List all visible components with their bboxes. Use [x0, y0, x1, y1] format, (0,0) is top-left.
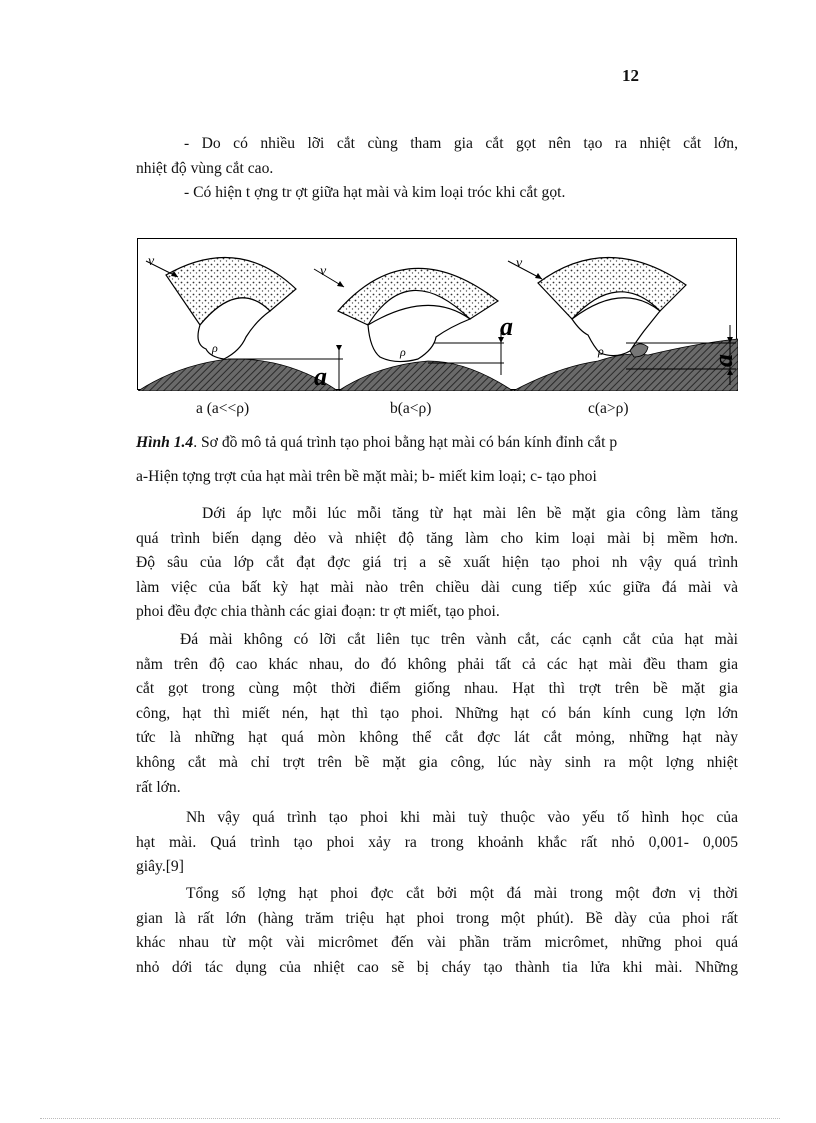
- text-line: hạt mài. Quá trình tạo phoi xảy ra trong khoảnh khắc rất nhỏ 0,001- 0,005: [136, 833, 738, 851]
- footer-divider: [40, 1118, 780, 1119]
- body-paragraph: [136, 882, 738, 980]
- figure-sublabel-a: a (a<<ρ): [196, 400, 250, 417]
- body-paragraph: [136, 502, 738, 625]
- radius-label: ρ: [400, 345, 406, 359]
- grinding-grain-figure: [137, 238, 737, 390]
- text-line: Nh vậy quá trình tạo phoi khi mài tuỳ thuộc vào yếu tố hình học của: [186, 809, 738, 826]
- text-line: Đá mài không có lỡi cắt liên tục trên vành cắt, các cạnh cắt của hạt mài: [180, 631, 738, 648]
- panel-a-diagram: [138, 254, 343, 391]
- figure-caption: [136, 434, 617, 452]
- depth-label: a: [709, 354, 738, 367]
- text-line: tức là những hạt quá mòn không thể cắt đợc lát cắt mỏng, những hạt này: [136, 729, 738, 747]
- depth-label: a: [314, 362, 327, 391]
- depth-label: a: [500, 312, 513, 341]
- caption-label: Hình 1.4: [136, 434, 194, 451]
- body-paragraph: [136, 628, 738, 800]
- radius-label: ρ: [598, 344, 604, 358]
- body-paragraph: [136, 806, 738, 880]
- text-line: Dới áp lực mỗi lúc mỗi tăng từ hạt mài lên bề mặt gia công làm tăng: [202, 505, 738, 522]
- text-line: làm việc của bất kỳ hạt mài nào trên chiều dài cung tiếp xúc giữa đá mài và: [136, 578, 738, 596]
- velocity-label: v: [148, 254, 155, 269]
- text-line: Tổng số lợng hạt phoi đợc cắt bởi một đá mài trong một đơn vị thời: [186, 885, 738, 902]
- figure-sublabel-c: c(a>ρ): [588, 400, 629, 417]
- text-line: khác nhau từ một vài micrômet đến vài phần trăm micrômet, những phoi quá: [136, 934, 738, 952]
- figure-sublabel-b: b(a<ρ): [390, 400, 432, 417]
- text-line: không cắt mà chỉ trợt trên bề mặt gia công, lúc này sinh ra một lợng nhiệt: [136, 753, 738, 771]
- panel-c-diagram: [508, 256, 738, 391]
- text-line: rất lớn.: [136, 778, 181, 796]
- velocity-label: v: [516, 256, 523, 271]
- text-line: nhiệt độ vùng cắt cao.: [136, 159, 274, 177]
- text-line: - Có hiện t ợng tr ợt giữa hạt mài và kim loại tróc khi cắt gọt.: [184, 184, 566, 202]
- text-line: phoi đều đợc chia thành các giai đoạn: tr ợt miết, tạo phoi.: [136, 603, 500, 621]
- text-line: cắt gọt trong cùng một thời điểm giống nhau. Hạt thì trợt trên bề mặt gia: [136, 680, 738, 698]
- text-line: nhỏ dới tác dụng của nhiệt cao sẽ bị cháy tạo thành tia lửa khi mài. Những: [136, 958, 738, 976]
- velocity-label: v: [320, 264, 327, 279]
- panel-b-diagram: [314, 264, 513, 391]
- text-line: Độ sâu của lớp cắt đạt đợc giá trị a sẽ xuất hiện tạo phoi nh vậy quá trình: [136, 554, 738, 572]
- figure-caption-line2: a-Hiện tợng trợt của hạt mài trên bề mặt mài; b- miết kim loại; c- tạo phoi: [136, 468, 597, 485]
- page-number: 12: [622, 66, 639, 85]
- caption-text: . Sơ đồ mô tả quá trình tạo phoi bằng hạt mài có bán kính đỉnh cắt p: [193, 434, 618, 451]
- text-line: - Do có nhiều lỡi cắt cùng tham gia cắt gọt nên tạo ra nhiệt cắt lớn,: [184, 135, 738, 152]
- text-line: công, hạt thì miết nén, hạt thì tạo phoi. Những hạt có bán kính cung lợn lớn: [136, 704, 738, 722]
- text-line: gian là rất lớn (hàng trăm triệu hạt phoi trong một phút). Bề dày của phoi rất: [136, 909, 738, 927]
- text-line: quá trình biến dạng dẻo và nhiệt độ tăng làm cho kim loại mài bị mềm hơn.: [136, 529, 738, 547]
- radius-label: ρ: [212, 341, 218, 355]
- text-line: nằm trên độ cao khác nhau, do đó không phải tất cả các hạt mài đều tham gia: [136, 655, 738, 673]
- text-line: giây.[9]: [136, 858, 184, 876]
- intro-paragraph: [136, 132, 738, 206]
